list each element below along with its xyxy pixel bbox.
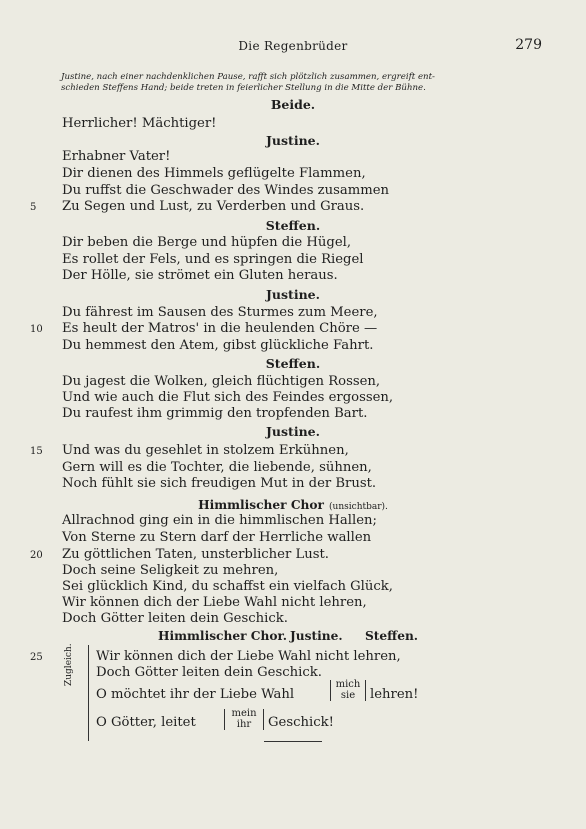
verse-line: Zu göttlichen Taten, unsterblicher Lust. xyxy=(62,547,329,562)
alternative-top: mein xyxy=(231,708,257,719)
verse-line: Noch fühlt sie sich freudigen Mut in der Brust. xyxy=(62,476,377,491)
verse-line: Doch seine Seligkeit zu mehren, xyxy=(62,563,279,578)
verse-line: Du raufest ihm grimmig den tropfenden Bart. xyxy=(62,406,368,421)
verse-line: Es rollet der Fels, und es springen die Riegel xyxy=(62,252,364,267)
verse-line: Wir können dich der Liebe Wahl nicht lehren, xyxy=(62,595,367,610)
verse-line: Herrlicher! Mächtiger! xyxy=(62,116,217,131)
verse-line: Wir können dich der Liebe Wahl nicht lehren, xyxy=(96,649,401,664)
speaker-label: Himmlischer Chor xyxy=(198,498,324,512)
verse-line: O Götter, leitet xyxy=(96,715,196,730)
speaker-note: (unsichtbar). xyxy=(329,502,388,512)
speaker-label: Justine. xyxy=(290,629,343,643)
speaker-label: Justine. xyxy=(266,133,320,148)
line-number: 10 xyxy=(30,324,43,335)
end-rule xyxy=(264,741,322,742)
line-number: 20 xyxy=(30,550,43,561)
speaker-label: Beide. xyxy=(270,97,316,112)
verse-line: Du fährest im Sausen des Sturmes zum Meere, xyxy=(62,305,378,320)
alternative-stack xyxy=(330,680,366,701)
verse-line: Der Hölle, sie strömet ein Gluten heraus. xyxy=(62,268,338,283)
verse-line: Dir beben die Berge und hüpfen die Hügel, xyxy=(62,235,352,250)
verse-line: Allrachnod ging ein in die himmlischen Hallen; xyxy=(62,513,377,528)
verse-line: O möchtet ihr der Liebe Wahl xyxy=(96,687,295,702)
verse-line: Erhabner Vater! xyxy=(62,149,171,164)
zugleich-label: Zugleich. xyxy=(64,643,74,686)
verse-line-end: lehren! xyxy=(370,687,419,702)
stage-direction-line: Justine, nach einer nachdenklichen Pause, rafft sich plötzlich zusammen, ergreift ent- xyxy=(61,72,435,82)
verse-line: Sei glücklich Kind, du schaffst ein vielfach Glück, xyxy=(62,579,393,594)
zugleich-bracket xyxy=(88,645,89,741)
line-number: 5 xyxy=(30,202,37,213)
verse-line: Und wie auch die Flut sich des Feindes ergossen, xyxy=(62,390,394,405)
alternative-stack xyxy=(224,709,264,730)
speaker-label: Justine. xyxy=(266,424,320,439)
speaker-label: Justine. xyxy=(266,287,320,302)
line-number: 25 xyxy=(30,652,43,663)
verse-line: Doch Götter leiten dein Geschick. xyxy=(96,665,322,680)
line-number: 15 xyxy=(30,446,43,457)
verse-line-end: Geschick! xyxy=(268,715,334,730)
verse-line: Du jagest die Wolken, gleich flüchtigen Rossen, xyxy=(62,374,381,389)
speaker-label: Himmlischer Chor. xyxy=(158,629,287,643)
alternative-top: mich xyxy=(335,679,361,690)
verse-line: Doch Götter leiten dein Geschick. xyxy=(62,611,288,626)
verse-line: Dir dienen des Himmels geflügelte Flammen, xyxy=(62,166,366,181)
speaker-label: Steffen. xyxy=(365,629,419,643)
verse-line: Gern will es die Tochter, die liebende, sühnen, xyxy=(62,460,372,475)
alternative-bottom: ihr xyxy=(236,718,252,730)
speaker-label: Steffen. xyxy=(265,356,321,371)
speaker-label: Steffen. xyxy=(265,218,321,233)
chor-heading xyxy=(0,496,586,512)
verse-line: Du hemmest den Atem, gibst glückliche Fahrt. xyxy=(62,338,374,353)
page-number: 279 xyxy=(515,37,542,53)
verse-line: Es heult der Matros' in die heulenden Chöre — xyxy=(62,321,378,336)
alternative-bottom: sie xyxy=(340,689,356,701)
stage-direction-line: schieden Steffens Hand; beide treten in feierlicher Stellung in die Mitte der Bühne. xyxy=(61,83,426,93)
verse-line: Von Sterne zu Stern darf der Herrliche wallen xyxy=(62,530,372,545)
verse-line: Du ruffst die Geschwader des Windes zusammen xyxy=(62,183,390,198)
running-header: Die Regenbrüder xyxy=(238,39,348,53)
verse-line: Zu Segen und Lust, zu Verderben und Graus. xyxy=(62,199,365,214)
verse-line: Und was du gesehlet in stolzem Erkühnen, xyxy=(62,443,349,458)
